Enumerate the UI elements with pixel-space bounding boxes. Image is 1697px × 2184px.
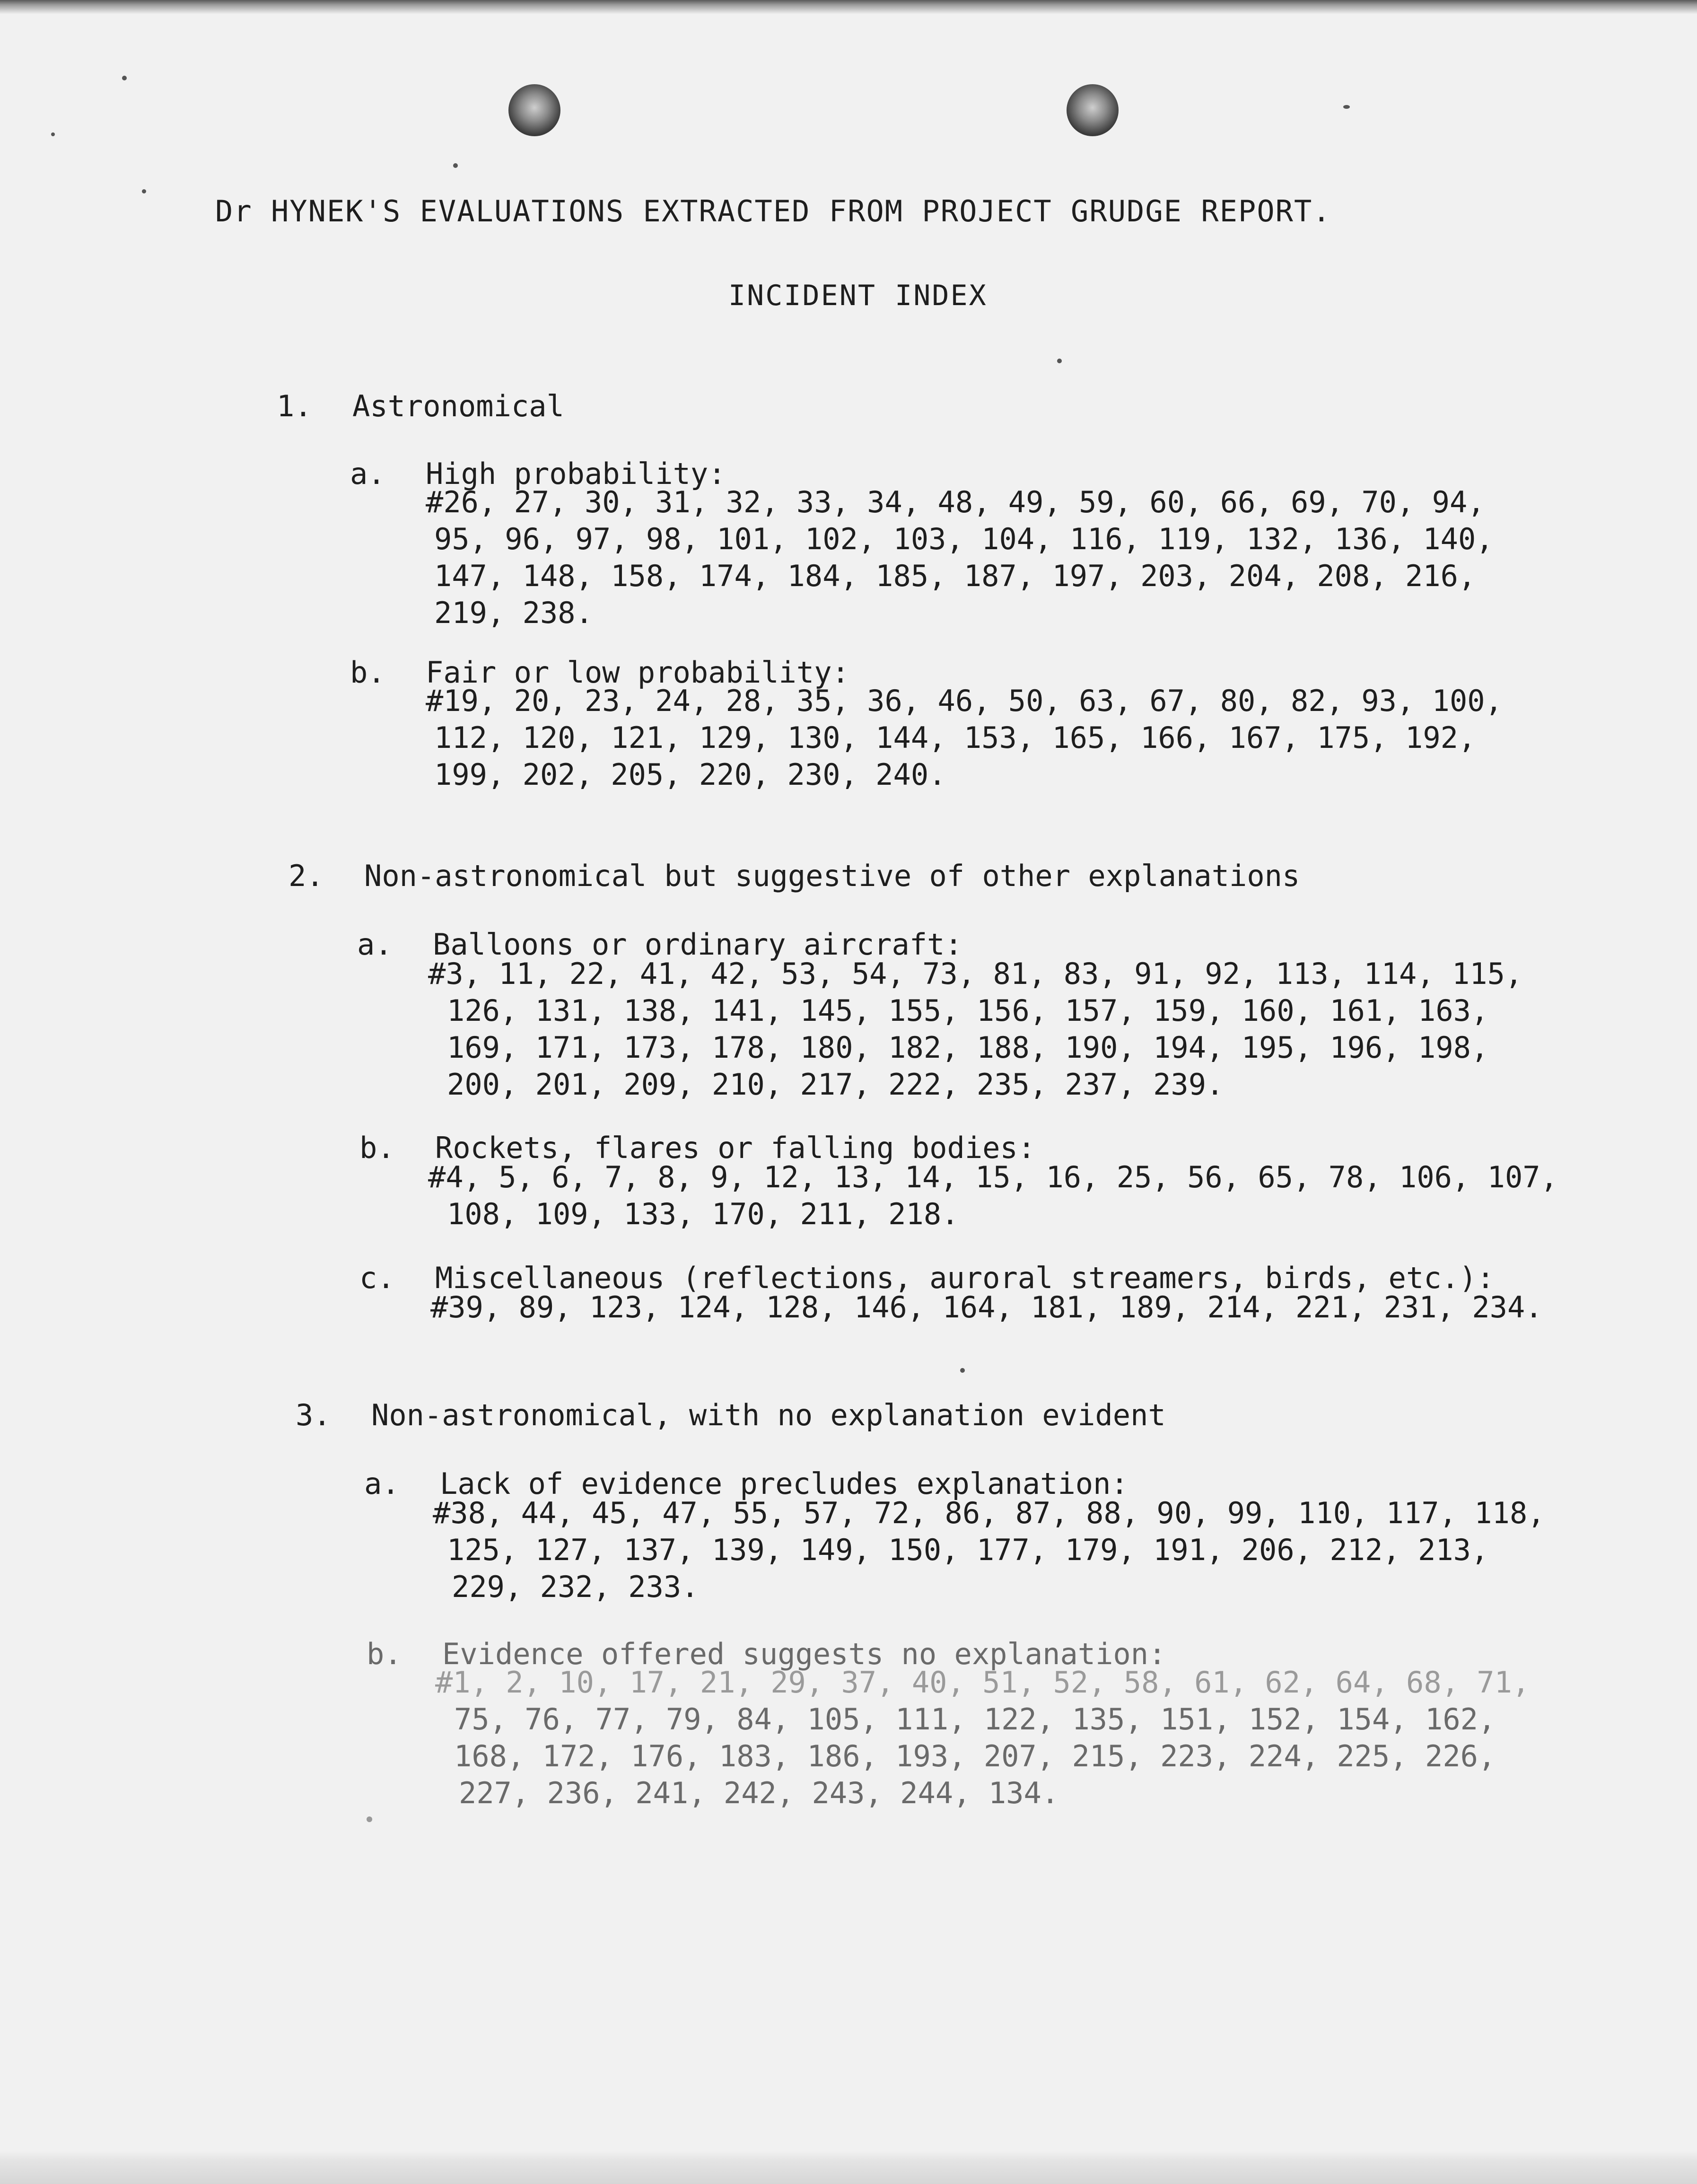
section-1-heading bbox=[277, 389, 564, 423]
section-1b-incidents bbox=[426, 683, 1503, 793]
incident-line: 229, 232, 233. bbox=[452, 1570, 699, 1604]
incident-line: #26, 27, 30, 31, 32, 33, 34, 48, 49, 59, 60, 66, 69, 70, 94, bbox=[426, 485, 1485, 519]
item-label-text: Rockets, flares or falling bodies: bbox=[435, 1131, 1036, 1165]
section-number: 1. bbox=[277, 389, 312, 423]
item-label-text: High probability: bbox=[426, 456, 726, 491]
section-3a-incidents bbox=[433, 1495, 1545, 1605]
section-2-heading bbox=[289, 859, 1300, 893]
item-letter: b. bbox=[359, 1131, 395, 1165]
incident-line: #39, 89, 123, 124, 128, 146, 164, 181, 189, 214, 221, 231, 234. bbox=[430, 1290, 1543, 1324]
incident-line: 125, 127, 137, 139, 149, 150, 177, 179, 191, 206, 212, 213, bbox=[447, 1533, 1489, 1567]
section-2c-incidents bbox=[430, 1289, 1543, 1326]
item-letter: b. bbox=[350, 655, 385, 690]
item-label-text: Miscellaneous (reflections, auroral streamers, birds, etc.): bbox=[435, 1261, 1495, 1295]
section-3-heading bbox=[296, 1398, 1166, 1432]
incident-line: 75, 76, 77, 79, 84, 105, 111, 122, 135, 151, 152, 154, 162, bbox=[454, 1702, 1496, 1737]
incident-line: 112, 120, 121, 129, 130, 144, 153, 165, 166, 167, 175, 192, bbox=[434, 720, 1476, 755]
punch-hole-right bbox=[1067, 84, 1119, 136]
section-number: 3. bbox=[296, 1398, 331, 1432]
document-subtitle: INCIDENT INDEX bbox=[728, 279, 988, 312]
page-bottom-edge bbox=[0, 2151, 1697, 2184]
incident-line: 168, 172, 176, 183, 186, 193, 207, 215, 223, 224, 225, 226, bbox=[454, 1739, 1496, 1773]
paper-speck bbox=[960, 1368, 965, 1373]
item-letter: a. bbox=[364, 1466, 400, 1501]
paper-speck bbox=[453, 163, 458, 168]
section-title: Non-astronomical, with no explanation evident bbox=[371, 1398, 1166, 1432]
paper-speck bbox=[51, 132, 55, 136]
page-top-edge bbox=[0, 0, 1697, 14]
incident-line: 169, 171, 173, 178, 180, 182, 188, 190, 194, 195, 196, 198, bbox=[447, 1030, 1489, 1065]
incident-line: 219, 238. bbox=[434, 596, 593, 630]
section-title: Astronomical bbox=[352, 389, 564, 423]
incident-line: #4, 5, 6, 7, 8, 9, 12, 13, 14, 15, 16, 25, 56, 65, 78, 106, 107, bbox=[428, 1160, 1558, 1194]
item-letter: a. bbox=[357, 927, 393, 962]
item-label-text: Fair or low probability: bbox=[426, 655, 849, 690]
paper-speck bbox=[142, 189, 146, 193]
section-3b-incidents bbox=[435, 1664, 1530, 1812]
incident-line: 227, 236, 241, 242, 243, 244, 134. bbox=[459, 1776, 1059, 1810]
incident-line: #19, 20, 23, 24, 28, 35, 36, 46, 50, 63, 67, 80, 82, 93, 100, bbox=[426, 684, 1503, 718]
item-label-text: Balloons or ordinary aircraft: bbox=[433, 927, 962, 962]
paper-speck bbox=[1057, 359, 1062, 363]
item-letter: a. bbox=[350, 456, 385, 491]
section-2b-incidents bbox=[428, 1159, 1558, 1233]
paper-speck bbox=[1343, 105, 1350, 109]
incident-line: 147, 148, 158, 174, 184, 185, 187, 197, 203, 204, 208, 216, bbox=[434, 559, 1476, 593]
incident-line: #3, 11, 22, 41, 42, 53, 54, 73, 81, 83, 91, 92, 113, 114, 115, bbox=[428, 956, 1523, 991]
item-label-text: Lack of evidence precludes explanation: bbox=[440, 1466, 1128, 1501]
document-title: Dr HYNEK'S EVALUATIONS EXTRACTED FROM PROJECT GRUDGE REPORT. bbox=[215, 194, 1331, 228]
item-letter: b. bbox=[367, 1637, 402, 1671]
punch-hole-left bbox=[508, 84, 560, 136]
paper-speck bbox=[122, 76, 127, 80]
section-number: 2. bbox=[289, 859, 324, 893]
incident-line: 108, 109, 133, 170, 211, 218. bbox=[447, 1197, 959, 1231]
item-letter: c. bbox=[359, 1261, 395, 1295]
section-2a-incidents bbox=[428, 956, 1522, 1103]
incident-line: 126, 131, 138, 141, 145, 155, 156, 157, 159, 160, 161, 163, bbox=[447, 993, 1489, 1028]
incident-line: #38, 44, 45, 47, 55, 57, 72, 86, 87, 88, 90, 99, 110, 117, 118, bbox=[433, 1496, 1545, 1530]
incident-line: 200, 201, 209, 210, 217, 222, 235, 237, 239. bbox=[447, 1067, 1224, 1102]
paper-speck bbox=[367, 1816, 372, 1822]
incident-line: 95, 96, 97, 98, 101, 102, 103, 104, 116, 119, 132, 136, 140, bbox=[434, 522, 1494, 556]
incident-line: #1, 2, 10, 17, 21, 29, 37, 40, 51, 52, 58, 61, 62, 64, 68, 71, bbox=[435, 1665, 1530, 1700]
section-1a-incidents bbox=[426, 484, 1494, 632]
incident-line: 199, 202, 205, 220, 230, 240. bbox=[434, 757, 946, 792]
item-label-text: Evidence offered suggests no explanation: bbox=[442, 1637, 1166, 1671]
section-title: Non-astronomical but suggestive of other explanations bbox=[364, 859, 1300, 893]
